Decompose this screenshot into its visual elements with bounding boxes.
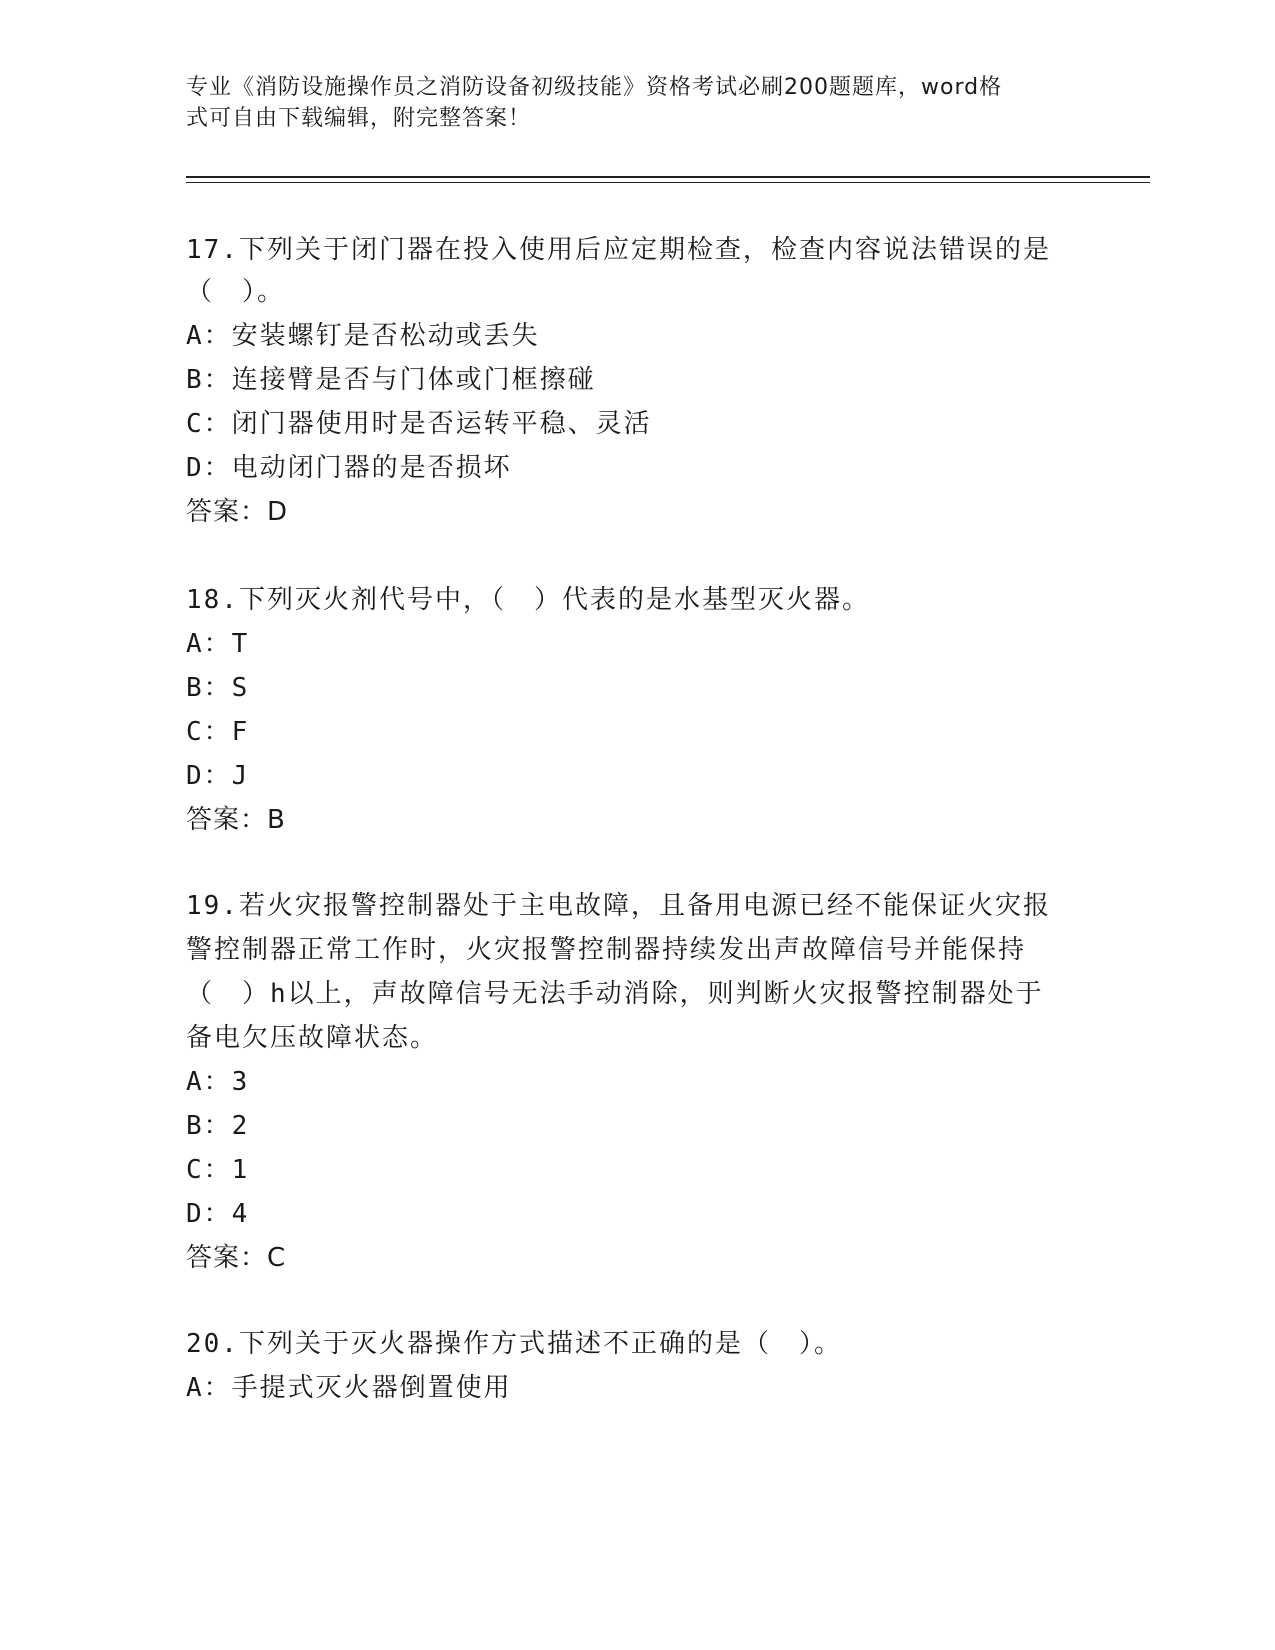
question-19-option-c: C：1 (186, 1155, 250, 1185)
question-18-stem-line-1: 18.下列灭火剂代号中，（ ）代表的是水基型灭火器。 (186, 585, 870, 615)
question-17-option-d: D：电动闭门器的是否损坏 (186, 453, 512, 483)
question-20-option-a: A：手提式灭火器倒置使用 (186, 1373, 512, 1403)
question-19-option-b: B：2 (186, 1111, 250, 1141)
question-19-stem-line-2: 警控制器正常工作时，火灾报警控制器持续发出声故障信号并能保持 (186, 935, 1027, 965)
question-17-option-c: C：闭门器使用时是否运转平稳、灵活 (186, 409, 652, 439)
question-17-option-b: B：连接臂是否与门体或门框擦碰 (186, 365, 596, 395)
question-19-answer: 答案：C (186, 1243, 287, 1273)
question-17-stem-line-2: （ ）。 (186, 277, 286, 307)
question-18-option-a: A：T (186, 629, 250, 659)
question-19-stem-line-3: （ ）h以上，声故障信号无法手动消除，则判断火灾报警控制器处于 (186, 979, 1044, 1009)
question-18-answer: 答案：B (186, 805, 286, 835)
question-19-stem-line-1: 19.若火灾报警控制器处于主电故障，且备用电源已经不能保证火灾报 (186, 891, 1051, 921)
question-20-stem-line-1: 20.下列关于灭火器操作方式描述不正确的是（ ）。 (186, 1329, 842, 1359)
question-18-option-c: C：F (186, 717, 250, 747)
header-line-1: 专业《消防设施操作员之消防设备初级技能》资格考试必刷200题题库，word格 (186, 75, 1003, 100)
question-18-option-d: D：J (186, 761, 250, 791)
question-19-stem-line-4: 备电欠压故障状态。 (186, 1023, 439, 1053)
header-divider-thick (186, 176, 1150, 178)
header-line-2: 式可自由下载编辑，附完整答案！ (186, 106, 532, 131)
question-19-option-a: A：3 (186, 1067, 250, 1097)
question-17-option-a: A：安装螺钉是否松动或丢失 (186, 321, 540, 351)
document-header (186, 72, 1066, 134)
question-17-answer: 答案：D (186, 497, 289, 527)
header-divider-thin (186, 182, 1150, 183)
question-18-option-b: B：S (186, 673, 250, 703)
question-17-stem-line-1: 17.下列关于闭门器在投入使用后应定期检查，检查内容说法错误的是 (186, 235, 1051, 265)
question-19-option-d: D：4 (186, 1199, 250, 1229)
